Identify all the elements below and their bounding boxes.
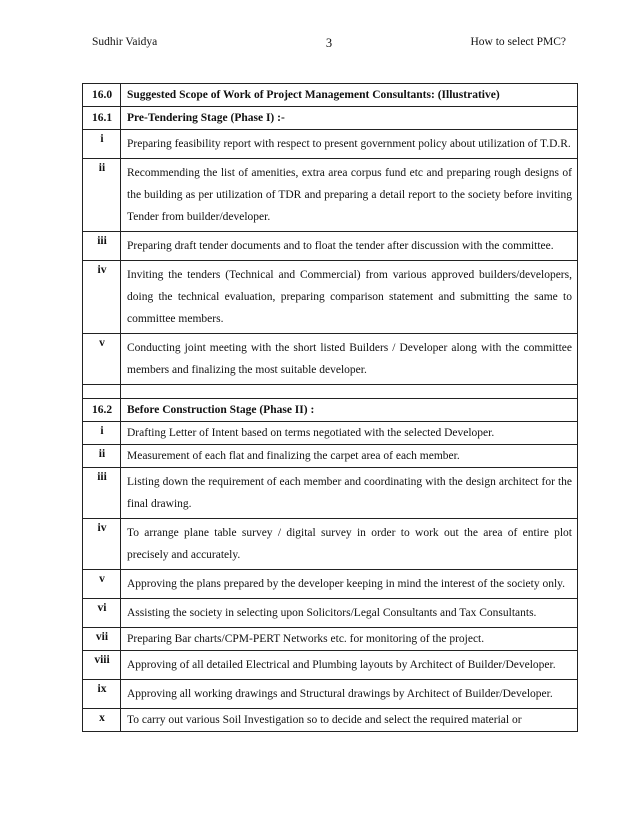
- item-text: Assisting the society in selecting upon Solicitors/Legal Consultants and Tax Consultants.: [121, 599, 578, 628]
- item-number: vi: [83, 599, 121, 628]
- table-row: [83, 709, 578, 732]
- item-text: Preparing draft tender documents and to float the tender after discussion with the committee.: [121, 232, 578, 261]
- item-number: iii: [83, 468, 121, 519]
- item-text: Listing down the requirement of each member and coordinating with the design architect for the final drawing.: [121, 468, 578, 519]
- phase1-heading-row: [83, 107, 578, 130]
- table-row: [83, 261, 578, 334]
- phase1-title: Pre-Tendering Stage (Phase I) :-: [121, 107, 578, 130]
- phase2-title: Before Construction Stage (Phase II) :: [121, 399, 578, 422]
- table-row: [83, 334, 578, 385]
- table-row: [83, 519, 578, 570]
- header-author: Sudhir Vaidya: [92, 36, 158, 48]
- item-number: x: [83, 709, 121, 732]
- item-number: iv: [83, 261, 121, 334]
- scope-of-work-table: [82, 83, 578, 732]
- item-number: i: [83, 422, 121, 445]
- item-text: Approving the plans prepared by the developer keeping in mind the interest of the society only.: [121, 570, 578, 599]
- table-row: [83, 628, 578, 651]
- section-heading-row: [83, 84, 578, 107]
- item-number: i: [83, 130, 121, 159]
- item-text: Inviting the tenders (Technical and Commercial) from various approved builders/developers, doing the technical evaluation, preparing comparison statement and submitting the same to committee members.: [121, 261, 578, 334]
- item-number: iv: [83, 519, 121, 570]
- item-text: Conducting joint meeting with the short listed Builders / Developer along with the committee members and finalizing the most suitable developer.: [121, 334, 578, 385]
- table-row: [83, 468, 578, 519]
- table-row: [83, 159, 578, 232]
- item-number: ii: [83, 445, 121, 468]
- item-number: v: [83, 334, 121, 385]
- table-row: [83, 445, 578, 468]
- item-number: viii: [83, 651, 121, 680]
- header-doc-title: How to select PMC?: [470, 36, 566, 48]
- phase2-heading-row: [83, 399, 578, 422]
- page-header: [92, 36, 566, 52]
- item-number: iii: [83, 232, 121, 261]
- table-row: [83, 232, 578, 261]
- table-row: [83, 130, 578, 159]
- item-text: Approving all working drawings and Structural drawings by Architect of Builder/Developer.: [121, 680, 578, 709]
- blank-row: [83, 385, 578, 399]
- item-number: ix: [83, 680, 121, 709]
- table-row: [83, 680, 578, 709]
- header-page-number: 3: [325, 36, 333, 50]
- section-title: Suggested Scope of Work of Project Management Consultants: (Illustrative): [121, 84, 578, 107]
- phase2-number: 16.2: [83, 399, 121, 422]
- table-row: [83, 570, 578, 599]
- blank-cell: [121, 385, 578, 399]
- blank-cell: [83, 385, 121, 399]
- phase1-number: 16.1: [83, 107, 121, 130]
- item-text: Recommending the list of amenities, extra area corpus fund etc and preparing rough designs of the building as per utilization of TDR and preparing a detail report to the society before inviting Tender from builder/developer.: [121, 159, 578, 232]
- item-text: Drafting Letter of Intent based on terms negotiated with the selected Developer.: [121, 422, 578, 445]
- item-number: vii: [83, 628, 121, 651]
- item-text: Preparing feasibility report with respect to present government policy about utilization of T.D.R.: [121, 130, 578, 159]
- item-text: To arrange plane table survey / digital survey in order to work out the area of entire plot precisely and accurately.: [121, 519, 578, 570]
- table-row: [83, 599, 578, 628]
- item-text: Measurement of each flat and finalizing the carpet area of each member.: [121, 445, 578, 468]
- table-row: [83, 651, 578, 680]
- item-text: Approving of all detailed Electrical and Plumbing layouts by Architect of Builder/Developer.: [121, 651, 578, 680]
- section-number: 16.0: [83, 84, 121, 107]
- item-text: Preparing Bar charts/CPM-PERT Networks etc. for monitoring of the project.: [121, 628, 578, 651]
- item-number: v: [83, 570, 121, 599]
- item-number: ii: [83, 159, 121, 232]
- item-text: To carry out various Soil Investigation so to decide and select the required material or: [121, 709, 578, 732]
- table-row: [83, 422, 578, 445]
